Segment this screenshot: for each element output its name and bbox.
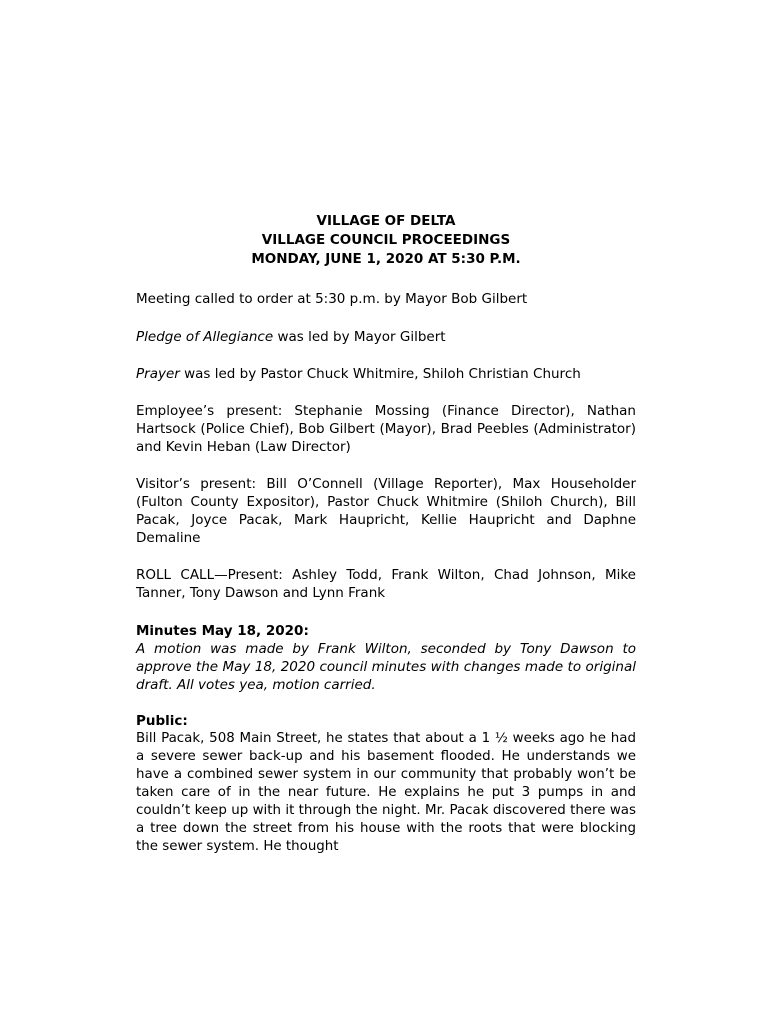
document-page bbox=[136, 212, 636, 856]
heading-meeting-date: MONDAY, JUNE 1, 2020 AT 5:30 P.M. bbox=[251, 251, 521, 267]
public-section-title: Public: bbox=[136, 713, 188, 729]
heading-village-name: VILLAGE OF DELTA bbox=[316, 213, 456, 229]
prayer-paragraph bbox=[136, 365, 636, 383]
public-comment: Bill Pacak, 508 Main Street, he states that about a 1 ½ weeks ago he had a severe sewer back-up and his basement flooded. He understands we have a combined sewer system in our community that probably won’t be taken care of in the near future. He explains he put 3 pumps in and couldn’t keep up with it through the night. Mr. Pacak discovered there was a tree down the street from his house with the roots that were blocking the sewer system. He thought bbox=[136, 731, 636, 854]
prayer-text: was led by Pastor Chuck Whitmire, Shiloh Christian Church bbox=[179, 366, 581, 382]
prayer-title: Prayer bbox=[136, 366, 180, 382]
meeting-called-to-order: Meeting called to order at 5:30 p.m. by Mayor Bob Gilbert bbox=[136, 291, 528, 307]
pledge-title: Pledge of Allegiance bbox=[136, 329, 274, 345]
pledge-paragraph bbox=[136, 328, 636, 346]
minutes-motion: A motion was made by Frank Wilton, seconded by Tony Dawson to approve the May 18, 2020 council minutes with changes made to original draft. All votes yea, motion carried. bbox=[136, 641, 636, 693]
employees-present: Employee’s present: Stephanie Mossing (Finance Director), Nathan Hartsock (Police Chief), Bob Gilbert (Mayor), Brad Peebles (Administrator) and Kevin Heban (Law Director) bbox=[136, 403, 636, 455]
visitors-present: Visitor’s present: Bill O’Connell (Village Reporter), Max Householder (Fulton County Expositor), Pastor Chuck Whitmire (Shiloh Church), Bill Pacak, Joyce Pacak, Mark Haupricht, Kellie Haupricht and Daphne Demaline bbox=[136, 476, 636, 546]
roll-call: ROLL CALL—Present: Ashley Todd, Frank Wilton, Chad Johnson, Mike Tanner, Tony Dawson and Lynn Frank bbox=[136, 567, 636, 601]
minutes-section-title: Minutes May 18, 2020: bbox=[136, 623, 309, 639]
heading-proceedings: VILLAGE COUNCIL PROCEEDINGS bbox=[261, 232, 511, 248]
document-heading bbox=[136, 212, 636, 269]
pledge-text: was led by Mayor Gilbert bbox=[273, 329, 446, 345]
